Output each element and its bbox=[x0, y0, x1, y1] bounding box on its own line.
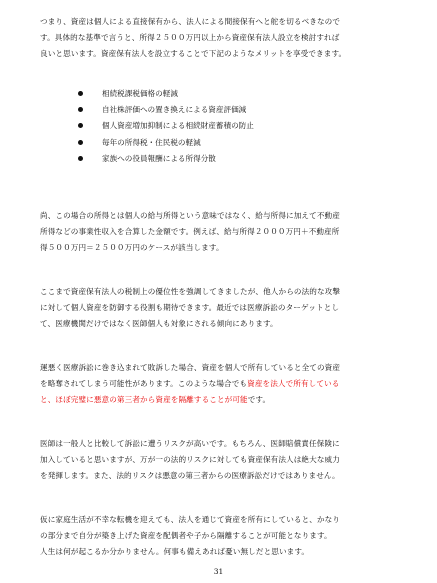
text-line: 人生は何が起こるか分かりません。何事も備えあれば憂い無しだと思います。 bbox=[40, 547, 310, 556]
list-item-text: 自社株評価への置き換えによる資産評価減 bbox=[102, 105, 247, 115]
list-item-text: 家族への役員報酬による所得分散 bbox=[102, 153, 216, 163]
text-line: 加入していると思いますが、万が一の法的リスクに対しても資産保有法人は絶大な威力 bbox=[40, 455, 340, 464]
bullet-icon bbox=[78, 107, 83, 112]
paragraph-intro bbox=[40, 14, 402, 62]
text-line: 医師は一般人と比較して訴訟に遭うリスクが高いです。もちろん、医師賠償責任保険に bbox=[40, 439, 340, 448]
bullet-icon bbox=[78, 140, 83, 145]
list-item-text: 個人資産増加抑制による相続財産蓄積の防止 bbox=[102, 121, 254, 131]
text-line: の部分まで自分が築き上げた資産を配偶者や子から隔離することが可能となります。 bbox=[40, 531, 332, 540]
text-line: つまり、資産は個人による直接保有から、法人による間接保有へと舵を切るべきなので bbox=[40, 17, 341, 26]
paragraph-legal-risk bbox=[40, 436, 402, 484]
list-item bbox=[78, 86, 254, 102]
text-line: 得５００万円＝２５００万円のケースが該当します。 bbox=[40, 243, 224, 252]
list-item bbox=[78, 151, 254, 167]
bullet-icon bbox=[78, 156, 83, 161]
page-number: 31 bbox=[213, 567, 224, 576]
text-line: に対して個人資産を防御する役割も期待できます。最近では医療訴訟のターゲットとし bbox=[40, 303, 340, 312]
text-line: 良いと思います。資産保有法人を設立することで下記のようなメリットを享受できます。 bbox=[40, 49, 347, 58]
text-line: 尚、この場合の所得とは個人の給与所得という意味ではなく、給与所得に加えて不動産 bbox=[40, 211, 340, 220]
list-item-text: 毎年の所得税・住民税の軽減 bbox=[102, 137, 201, 147]
highlighted-text: と、ほぼ完璧に悪意の第三者から資産を隔離することが可能 bbox=[40, 395, 248, 404]
paragraph-lawsuit bbox=[40, 360, 402, 408]
text-line: て、医療機関だけではなく医師個人も対象にされる傾向にあります。 bbox=[40, 319, 278, 328]
paragraph-family-risk bbox=[40, 512, 402, 560]
text-span: です。 bbox=[247, 395, 271, 404]
text-line: を発揮します。また、法的リスクは悪意の第三者からの医療訴訟だけではありません。 bbox=[40, 471, 340, 480]
list-item bbox=[78, 135, 254, 151]
paragraph-income-definition bbox=[40, 208, 402, 256]
bullet-icon bbox=[78, 91, 83, 96]
text-line: す。具体的な基準で言うと、所得２５００万円以上から資産保有法人設立を検討すれば bbox=[40, 33, 340, 42]
text-span: を略奪されてしまう可能性があります。このような場合でも bbox=[40, 379, 248, 388]
text-line: 仮に家庭生活が不幸な転機を迎えても、法人を通じて資産を所有にしていると、かなり bbox=[40, 515, 341, 524]
bullet-icon bbox=[78, 123, 83, 128]
text-line bbox=[40, 376, 402, 392]
list-item bbox=[78, 118, 254, 134]
list-item bbox=[78, 102, 254, 118]
text-line: 運悪く医療訴訟に巻き込まれて敗訴した場合、資産を個人で所有していると全ての資産 bbox=[40, 363, 341, 372]
list-item-text: 相続税課税価格の軽減 bbox=[102, 89, 178, 98]
text-line: ここまで資産保有法人の税制上の優位性を強調してきましたが、他人からの法的な攻撃 bbox=[40, 287, 341, 296]
text-line: 所得などの事業性収入を合算した金額です。例えば、給与所得２０００万円＋不動産所 bbox=[40, 227, 340, 236]
paragraph-asset-defense bbox=[40, 284, 402, 332]
highlighted-text: 資産を法人で所有している bbox=[247, 379, 340, 388]
benefits-list bbox=[78, 86, 254, 167]
text-line bbox=[40, 392, 402, 408]
